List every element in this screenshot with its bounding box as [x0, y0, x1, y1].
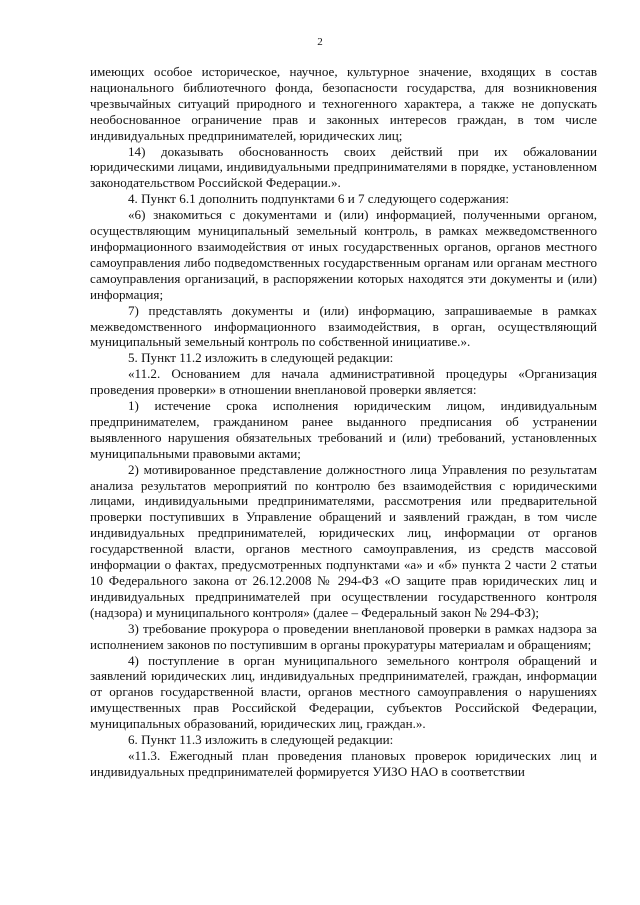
page-number: 2: [317, 36, 323, 48]
paragraph: 1) истечение срока исполнения юридическим лицом, индивидуальным предпринимателем, гражданином ранее выданного предписания об устранении выявленного нарушения обязательных требований и (или) требований, установленных муниципальными правовыми актами;: [90, 398, 597, 461]
paragraph: 6. Пункт 11.3 изложить в следующей редакции:: [128, 732, 394, 748]
paragraph: «6) знакомиться с документами и (или) информацией, полученными органом, осуществляющим муниципальный земельный контроль, в рамках межведомственного информационного взаимодействия от иных государственных органов, органов местного самоуправления либо подведомственных государственным органам или органам местного самоуправления организаций, в распоряжении которых находятся эти документы и (или) информация;: [90, 207, 597, 302]
paragraph: «11.2. Основанием для начала административной процедуры «Организация проведения проверки» в отношении внеплановой проверки является:: [90, 366, 597, 398]
paragraph: 5. Пункт 11.2 изложить в следующей редакции:: [128, 350, 394, 366]
paragraph: 4) поступление в орган муниципального земельного контроля обращений и заявлений юридических лиц, индивидуальных предпринимателей, граждан, информации от органов государственной власти, органов местного самоуправления о нарушениях имущественных прав Российской Федерации, субъектов Российской Федерации, муниципальных образований, юридических лиц, граждан.».: [90, 652, 597, 732]
paragraph: 4. Пункт 6.1 дополнить подпунктами 6 и 7 следующего содержания:: [128, 191, 510, 207]
paragraph: «11.3. Ежегодный план проведения плановых проверок юридических лиц и индивидуальных предпринимателей формируется УИЗО НАО в соответствии: [90, 747, 597, 779]
paragraph: имеющих особое историческое, научное, культурное значение, входящих в состав национального библиотечного фонда, безопасности государства, для возникновения чрезвычайных ситуаций природного и техногенного характера, а также не допускать необоснованное ограничение прав и законных интересов граждан, в том числе индивидуальных предпринимателей, юридических лиц;: [90, 64, 597, 143]
paragraph: 2) мотивированное представление должностного лица Управления по результатам анализа результатов мероприятий по контролю без взаимодействия с юридическими лицами, индивидуальными предпринимателями, рассмотрения или предварительной проверки поступивших в Управление обращений и заявлений граждан, в том числе индивидуальных предпринимателей, юридических лиц, информации от органов государственной власти, органов местного самоуправления, из средств массовой информации о фактах, предусмотренных подпунктами «а» и «б» пункта 2 части 2 статьи 10 Федерального закона от 26.12.2008 № 294-ФЗ «О защите прав юридических лиц и индивидуальных предпринимателей при осуществлении государственного контроля (надзора) и муниципального контроля» (далее – Федеральный закон № 294-ФЗ);: [90, 461, 597, 620]
paragraph: 7) представлять документы и (или) информацию, запрашиваемые в рамках межведомственного информационного взаимодействия, в орган, осуществляющий муниципальный земельный контроль по собственной инициативе.».: [90, 302, 597, 350]
paragraph: 3) требование прокурора о проведении внеплановой проверки в рамках надзора за исполнением законов по поступившим в органы прокуратуры материалам и обращениям;: [90, 620, 597, 652]
paragraph: 14) доказывать обоснованность своих действий при их обжаловании юридическими лицами, индивидуальными предпринимателями в порядке, установленном законодательством Российской Федерации.».: [90, 143, 597, 191]
document-body: [90, 64, 597, 780]
